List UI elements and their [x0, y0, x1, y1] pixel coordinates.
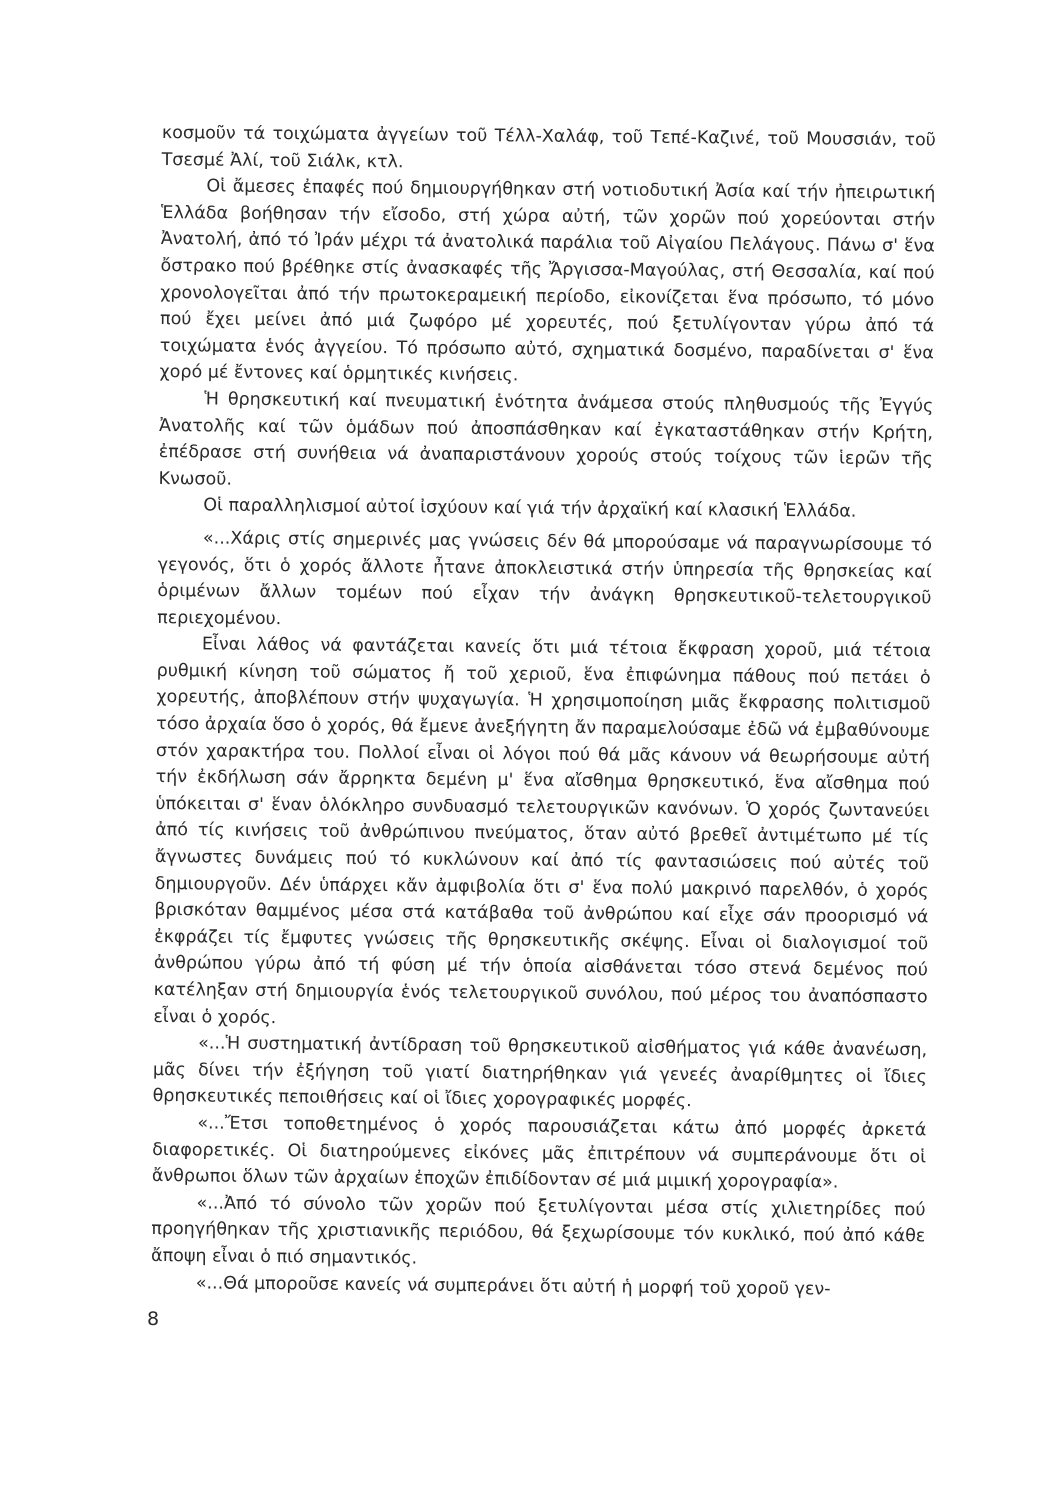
- paragraph: Οἱ παραλληλισμοί αὐτοί ἰσχύουν καί γιά τήν ἀρχαϊκή καί κλασική Ἑλλάδα.: [203, 495, 857, 522]
- paragraph: «...Χάρις στίς σημερινές μας γνώσεις δέν θά μπορούσαμε νά παραγνωρίσουμε τό γεγονός, ὅτι ὁ χορός ἄλλοτε ἦτανε ἀποκλειστικά στήν ὑπηρεσία τῆς θρησκείας καί ὁριμένων ἄλλων τομέων πού εἶχαν τήν ἀνάγκη θρησκευτικοῦ-τελετουργικοῦ περιεχομένου.: [157, 528, 933, 629]
- paragraph: κοσμοῦν τά τοιχώματα ἀγγείων τοῦ Τέλλ-Χαλάφ, τοῦ Τεπέ-Καζινέ, τοῦ Μουσσιάν, τοῦ Τσεσμέ Ἀλί, τοῦ Σιάλκ, κτλ.: [161, 122, 936, 172]
- paragraph: Ἡ θρησκευτική καί πνευματική ἑνότητα ἀνάμεσα στούς πληθυσμούς τῆς Ἐγγύς Ἀνατολῆς καί τῶν ὁμάδων πού ἀποσπάσθηκαν καί ἐγκαταστάθηκαν στήν Κρήτη, ἐπέδρασε στή συνήθεια νά ἀναπαριστάνουν χορούς στούς τοίχους τῶν ἱερῶν τῆς Κνωσοῦ.: [158, 389, 934, 490]
- paragraph: «...Θά μποροῦσε κανείς νά συμπεράνει ὅτι αὐτή ἡ μορφή τοῦ χοροῦ γεν-: [195, 1272, 831, 1300]
- page-number: 8: [147, 1308, 160, 1330]
- paragraph: «...Ἀπό τό σύνολο τῶν χορῶν πού ξετυλίγονται μέσα στίς χιλιετηρίδες πού προηγήθηκαν τῆς χριστιανικῆς περιόδου, θά ξεχωρίσουμε τόν κυκλικό, πού ἀπό κάθε ἄποψη εἶναι ὁ πιό σημαντικός.: [150, 1193, 926, 1269]
- body-text: [151, 120, 936, 1304]
- paragraph: Εἶναι λάθος νά φαντάζεται κανείς ὅτι μιά τέτοια ἔκφραση χοροῦ, μιά τέτοια ρυθμική κίνηση τοῦ σώματος ἤ τοῦ χεριοῦ, ἕνα ἐπιφώνημα πάθους πού πετάει ὁ χορευτής, ἀποβλέπουν στήν ψυχαγωγία. Ἡ χρησιμοποίηση μιᾶς ἔκφρασης πολιτισμοῦ τόσο ἀρχαία ὅσο ὁ χορός, θά ἔμενε ἀνεξήγητη ἄν παραμελούσαμε ἐδῶ νά ἐμβαθύνουμε στόν χαρακτήρα του. Πολλοί εἶναι οἱ λόγοι πού θά μᾶς κάνουν νά θεωρήσουμε αὐτή τήν ἐκδήλωση σάν ἄρρηκτα δεμένη μ' ἕνα αἴσθημα θρησκευτικό, ἕνα αἴσθημα πού ὑπόκειται σ' ἕναν ὁλόκληρο συνδυασμό τελετουργικῶν κανόνων. Ὁ χορός ζωντανεύει ἀπό τίς κινήσεις τοῦ ἀνθρώπινου πνεύματος, ὅταν αὐτό βρεθεῖ ἀντιμέτωπο μέ τίς ἄγνωστες δυνάμεις πού τό κυκλώνουν καί ἀπό τίς φαντασιώσεις πού αὐτές τοῦ δημιουργοῦν. Δέν ὑπάρχει κἄν ἀμφιβολία ὅτι σ' ἕνα πολύ μακρινό παρελθόν, ὁ χορός βρισκόταν θαμμένος μέσα στά κατάβαθα τοῦ ἀνθρώπου καί εἶχε σάν προορισμό νά ἐκφράζει τίς ἔμφυτες γνώσεις τῆς θρησκευτικῆς σκέψης. Εἶναι οἱ διαλογισμοί τοῦ ἀνθρώπου γύρω ἀπό τή φύση μέ τήν ὁποία αἰσθάνεται τόσο στενά δεμένος πού κατέληξαν στή δημιουργία ἑνός τελετουργικοῦ συνόλου, πού μέρος του ἀναπόσπαστο εἶναι ὁ χορός.: [153, 634, 932, 1028]
- paragraph: «...Ἡ συστηματική ἀντίδραση τοῦ θρησκευτικοῦ αἰσθήματος γιά κάθε ἀνανέωση, μᾶς δίνει τήν ἐξήγηση τοῦ γιατί διατηρήθηκαν γιά γενεές ἀναρίθμητες οἱ ἴδιες θρησκευτικές πεποιθήσεις καί οἱ ἴδιες χορογραφικές μορφές.: [152, 1033, 928, 1112]
- paragraph: «...Ἔτσι τοποθετημένος ὁ χορός παρουσιάζεται κάτω ἀπό μορφές ἀρκετά διαφορετικές. Οἱ διατηρούμενες εἰκόνες μᾶς ἐπιτρέπουν νά συμπεράνουμε ὅτι οἱ ἄνθρωποι ὅλων τῶν ἀρχαίων ἐποχῶν ἐπιδίδονταν σέ μιά μιμική χορογραφία».: [151, 1113, 927, 1193]
- paragraph: Οἱ ἄμεσες ἐπαφές πού δημιουργήθηκαν στή νοτιοδυτική Ἀσία καί τήν ἠπειρωτική Ἑλλάδα βοήθησαν τήν εἴσοδο, στή χώρα αὐτή, τῶν χορῶν πού χορεύονται στήν Ἀνατολή, ἀπό τό Ἰράν μέχρι τά ἀνατολικά παράλια τοῦ Αἰγαίου Πελάγους. Πάνω σ' ἕνα ὄστρακο πού βρέθηκε στίς ἀνασκαφές τῆς Ἄργισσα-Μαγούλας, στή Θεσσαλία, καί πού χρονολογεῖται ἀπό τήν πρωτοκεραμεική περίοδο, εἰκονίζεται ἕνα πρόσωπο, τό μόνο πού ἔχει μείνει ἀπό μιά ζωφόρο μέ χορευτές, πού ξετυλίγονταν γύρω ἀπό τά τοιχώματα ἑνός ἀγγείου. Τό πρόσωπο αὐτό, σχηματικά δοσμένο, παραδίνεται σ' ἕνα χορό μέ ἔντονες καί ὁρμητικές κινήσεις.: [159, 176, 936, 386]
